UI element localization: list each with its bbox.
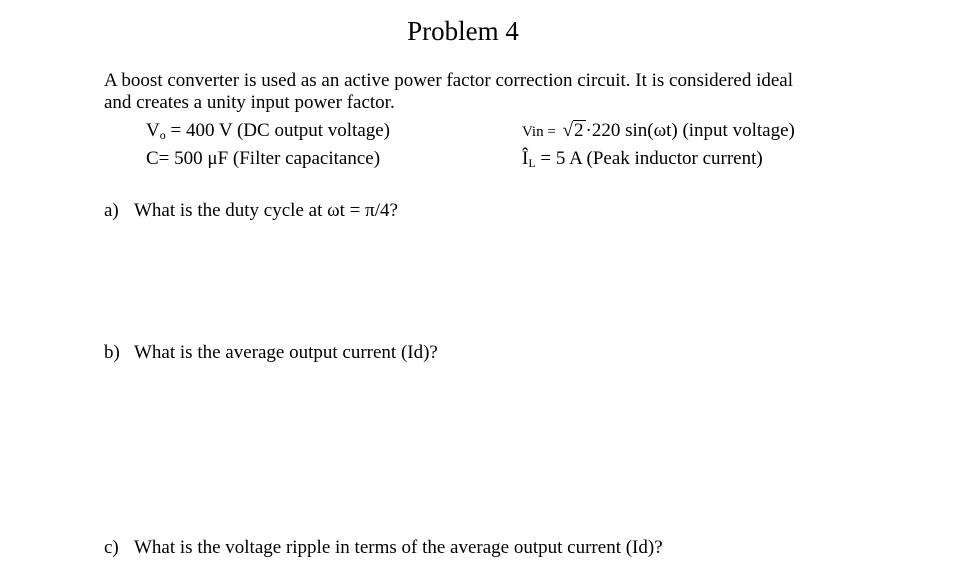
param-il-subscript: L <box>528 156 536 170</box>
param-peak-inductor-current <box>522 148 763 174</box>
question-c-label: c) <box>104 537 119 558</box>
question-a-label: a) <box>104 200 119 221</box>
question-b-text: What is the average output current (Id)? <box>134 342 438 363</box>
question-b <box>104 342 438 364</box>
param-input-voltage <box>522 120 795 143</box>
sqrt-radicand: 2 <box>574 120 584 141</box>
param-vin-text: ·220 sin(ωt) (input voltage) <box>585 120 795 141</box>
param-il-symbol: Î <box>522 148 529 169</box>
question-b-label: b) <box>104 342 120 363</box>
param-c-text: C= 500 μF (Filter capacitance) <box>146 148 381 169</box>
question-a <box>104 200 398 222</box>
param-vo-subscript: o <box>159 128 166 142</box>
param-vin-symbol: Vin = <box>522 124 556 140</box>
param-il-text: = 5 A (Peak inductor current) <box>535 148 763 169</box>
param-vo-text: = 400 V (DC output voltage) <box>165 120 391 141</box>
problem-title: Problem 4 <box>407 16 519 46</box>
sqrt-expression <box>563 120 586 142</box>
question-a-text: What is the duty cycle at ωt = π/4? <box>134 200 398 221</box>
problem-intro: A boost converter is used as an active power factor correction circuit. It is considered ideal and creates a unity input power factor. <box>104 70 794 113</box>
question-c-text: What is the voltage ripple in terms of the average output current (Id)? <box>134 537 663 558</box>
sqrt-sign-icon: √ <box>562 120 573 141</box>
param-output-voltage <box>146 120 390 146</box>
param-filter-capacitance <box>146 148 380 170</box>
question-c <box>104 537 663 559</box>
param-vo-symbol: V <box>146 120 160 141</box>
